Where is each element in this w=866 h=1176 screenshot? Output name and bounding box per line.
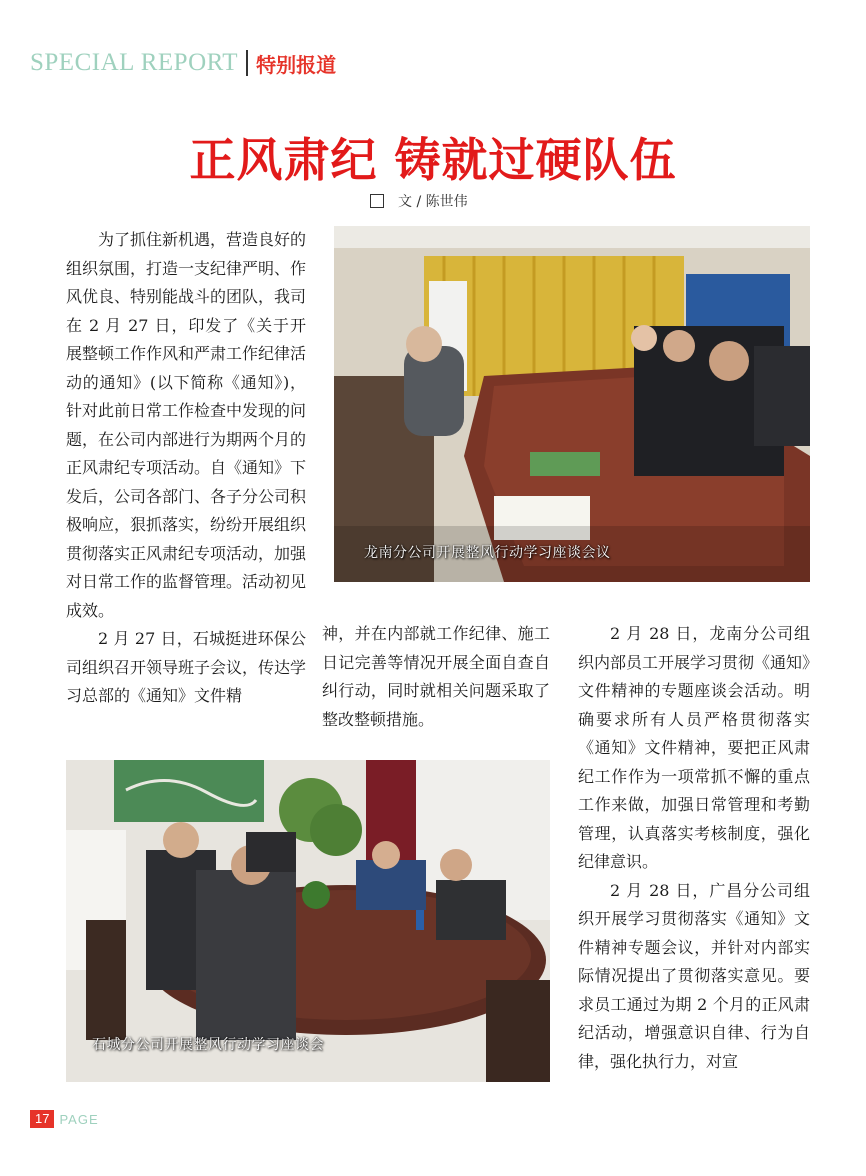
photo-caption: 石城分公司开展整风行动学习座谈会: [92, 1037, 324, 1053]
article-title: 正风肃纪 铸就过硬队伍: [189, 133, 677, 187]
byline-text: 文 / 陈世伟: [398, 194, 468, 210]
page-footer: [30, 1110, 99, 1128]
page-number: 17: [30, 1110, 54, 1128]
photo-shicheng-meeting: [66, 760, 550, 1082]
paragraph: 2 月 28 日，龙南分公司组织内部员工开展学习贯彻《通知》文件精神的专题座谈会活动。明确要求所有人员严格贯彻落实《通知》文件精神，要把正风肃纪工作作为一项常抓不懈的重点工作来做，加强日常管理和考勤管理，认真落实考核制度，强化纪律意识。: [578, 624, 811, 871]
text-column-middle: [322, 620, 550, 734]
paragraph: 2 月 28 日，广昌分公司组织开展学习贯彻落实《通知》文件精神专题会议，并针对内部实际情况提出了贯彻落实意见。要求员工通过为期 2 个月的正风肃纪活动，增强意识自律、行为自律，强化执行力，对宣: [578, 880, 810, 1071]
text-column-left: [66, 226, 306, 711]
text-column-right: [578, 620, 810, 1076]
page-label: PAGE: [59, 1111, 99, 1127]
paragraph: 2 月 27 日，石城挺进环保公司组织召开领导班子会议，传达学习总部的《通知》文件精: [66, 629, 307, 705]
section-label-cn: 特别报道: [256, 52, 337, 77]
paragraph: 为了抓住新机遇，营造良好的组织氛围，打造一支纪律严明、作风优良、特别能战斗的团队，我司在 2 月 27 日，印发了《关于开展整顿工作作风和严肃工作纪律活动的通知》(以下简称《通知》)，针对此前日常工作检查中发现的问题，在公司内部进行为期两个月的正风肃纪专项活动。自《通知》下发后，公司各部门、各子分公司积极响应，狠抓落实，纷纷开展组织贯彻落实正风肃纪专项活动，加强对日常工作的监督管理。活动初见成效。: [66, 230, 307, 620]
paragraph: 神，并在内部就工作纪律、施工日记完善等情况开展全面自查自纠行动，同时就相关问题采取了整改整顿措施。: [322, 624, 550, 729]
section-divider: [246, 50, 248, 76]
photo-caption: 龙南分公司开展整风行动学习座谈会议: [364, 545, 611, 561]
byline-box-icon: [370, 194, 384, 208]
photo-longnan-meeting: [334, 226, 810, 582]
section-header: [30, 46, 336, 80]
byline: [370, 191, 468, 211]
photo-longnan-illustration: [334, 226, 810, 582]
section-label-en: SPECIAL REPORT: [30, 49, 239, 76]
